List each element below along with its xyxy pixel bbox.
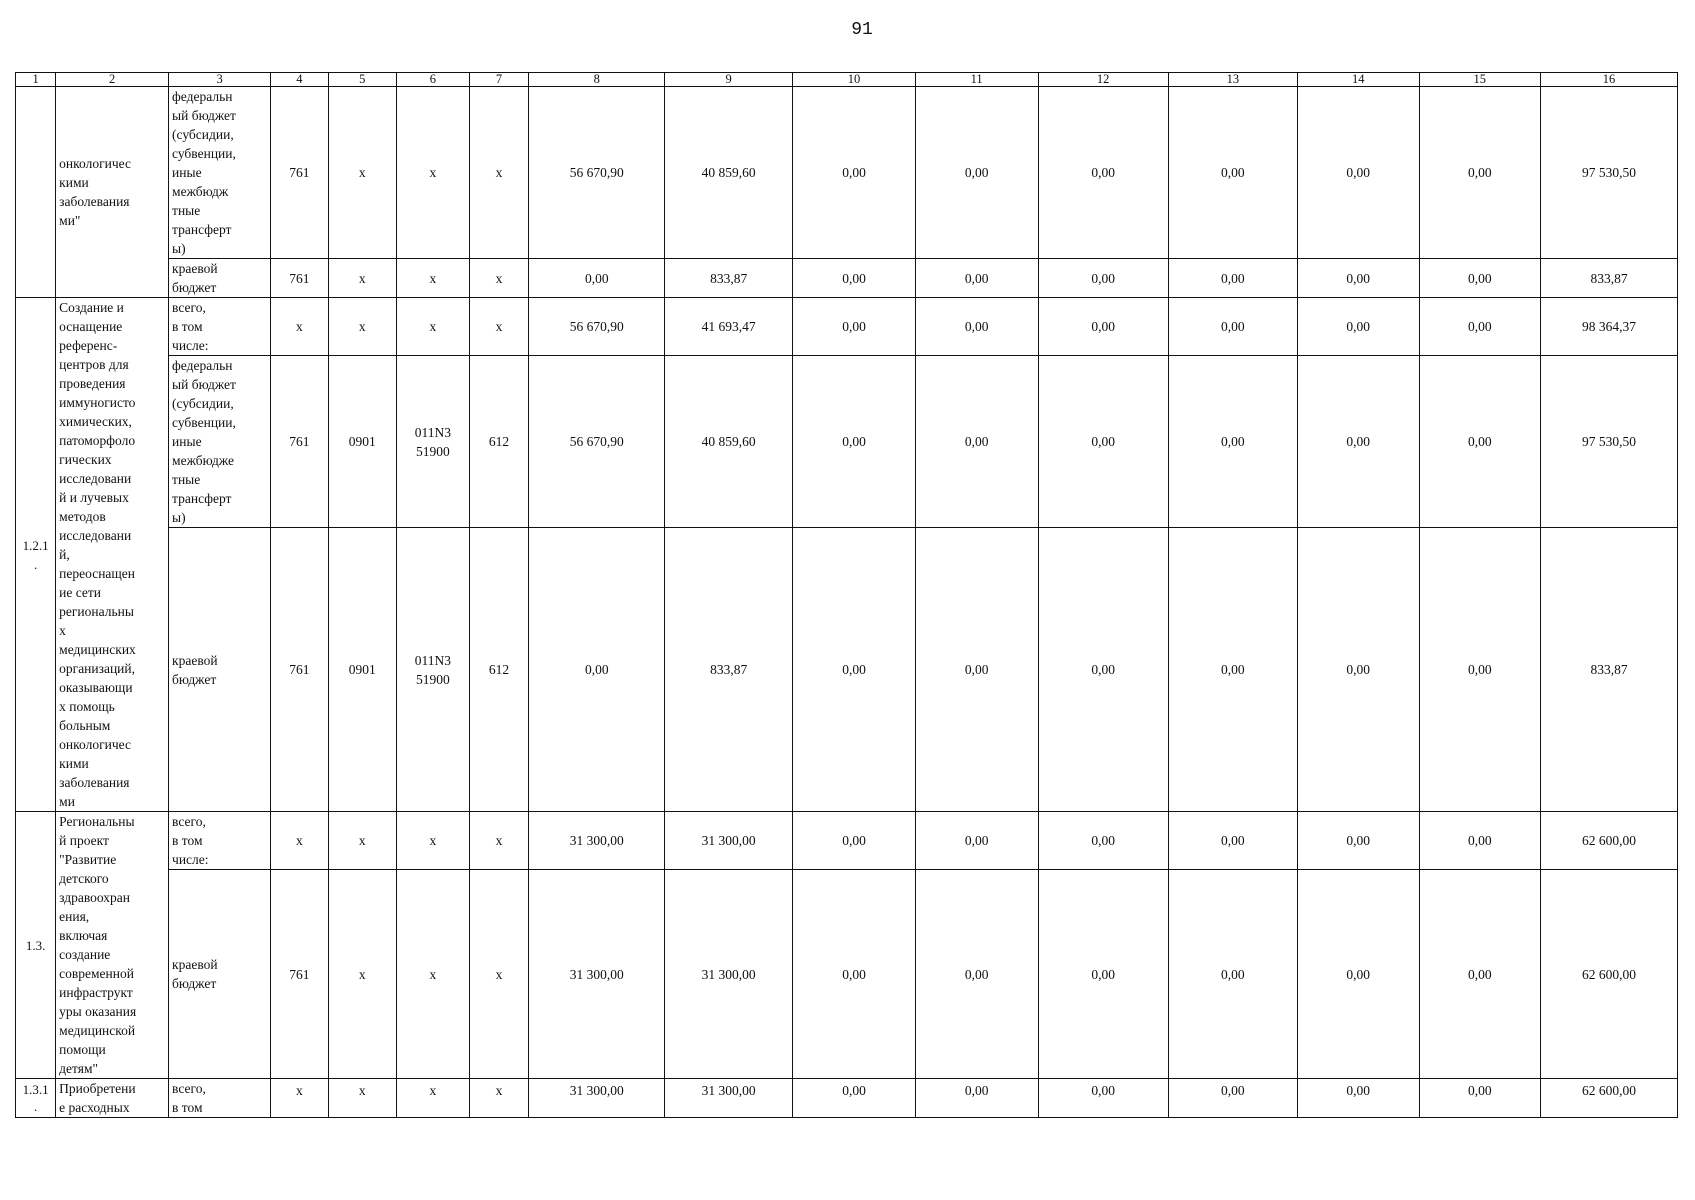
- event-name-cell: Создание и оснащение референс- центров для проведения иммуногисто химических, патоморфоло гических исследовани й и лучевых методов исследовани й, переоснащен ие сети региональны х медицинских организаций, оказывающи х помощь больным онкологичес кими заболевания ми: [56, 298, 169, 812]
- amount-cell: 56 670,90: [529, 298, 665, 356]
- column-header: 7: [469, 73, 529, 87]
- expense-type-cell: 612: [469, 356, 529, 528]
- section-code-cell: 0901: [328, 356, 396, 528]
- page-number: 91: [851, 20, 873, 40]
- grbs-code-cell: 761: [271, 528, 329, 812]
- section-code-cell: x: [328, 812, 396, 870]
- amount-cell: 0,00: [1168, 528, 1297, 812]
- amount-cell: 0,00: [1419, 298, 1541, 356]
- expense-type-cell: x: [469, 870, 529, 1079]
- amount-cell: 0,00: [793, 298, 916, 356]
- amount-cell: 0,00: [915, 259, 1038, 298]
- amount-cell: 833,87: [665, 259, 793, 298]
- column-number-row: [16, 73, 1678, 87]
- total-cell: 833,87: [1541, 259, 1678, 298]
- grbs-code-cell: x: [271, 298, 329, 356]
- amount-cell: 0,00: [1168, 356, 1297, 528]
- amount-cell: 0,00: [1038, 356, 1168, 528]
- item-number-cell: 1.3.1 .: [16, 1079, 56, 1118]
- amount-cell: 0,00: [1419, 87, 1541, 259]
- funding-source-cell: федеральн ый бюджет (субсидии, субвенции, иные межбюдже тные трансферт ы): [169, 356, 271, 528]
- section-code-cell: x: [328, 870, 396, 1079]
- funding-source-cell: всего, в том: [169, 1079, 271, 1118]
- total-cell: 97 530,50: [1541, 356, 1678, 528]
- grbs-code-cell: 761: [271, 870, 329, 1079]
- total-cell: 833,87: [1541, 528, 1678, 812]
- amount-cell: 0,00: [1297, 1079, 1419, 1118]
- table-row: [16, 870, 1678, 1079]
- section-code-cell: x: [328, 259, 396, 298]
- table-row: [16, 812, 1678, 870]
- amount-cell: 0,00: [1168, 1079, 1297, 1118]
- amount-cell: 0,00: [915, 298, 1038, 356]
- amount-cell: 0,00: [793, 259, 916, 298]
- grbs-code-cell: x: [271, 1079, 329, 1118]
- column-header: 11: [915, 73, 1038, 87]
- amount-cell: 0,00: [1297, 812, 1419, 870]
- amount-cell: 0,00: [793, 1079, 916, 1118]
- table-row: [16, 87, 1678, 259]
- amount-cell: 0,00: [1419, 356, 1541, 528]
- amount-cell: 56 670,90: [529, 87, 665, 259]
- amount-cell: 41 693,47: [665, 298, 793, 356]
- amount-cell: 833,87: [665, 528, 793, 812]
- amount-cell: 0,00: [1038, 870, 1168, 1079]
- item-number-cell: [16, 87, 56, 298]
- amount-cell: 0,00: [793, 528, 916, 812]
- target-article-cell: 011N3 51900: [396, 356, 469, 528]
- amount-cell: 0,00: [793, 87, 916, 259]
- table-row: [16, 356, 1678, 528]
- amount-cell: 0,00: [529, 259, 665, 298]
- amount-cell: 31 300,00: [665, 1079, 793, 1118]
- event-name-cell: Региональны й проект "Развитие детского здравоохран ения, включая создание современной инфраструкт уры оказания медицинской помощи детям": [56, 812, 169, 1079]
- column-header: 5: [328, 73, 396, 87]
- expense-type-cell: x: [469, 298, 529, 356]
- expense-type-cell: 612: [469, 528, 529, 812]
- amount-cell: 0,00: [1168, 870, 1297, 1079]
- column-header: 16: [1541, 73, 1678, 87]
- amount-cell: 0,00: [1297, 528, 1419, 812]
- expense-type-cell: x: [469, 259, 529, 298]
- amount-cell: 0,00: [1297, 298, 1419, 356]
- amount-cell: 0,00: [1297, 87, 1419, 259]
- target-article-cell: x: [396, 298, 469, 356]
- grbs-code-cell: 761: [271, 259, 329, 298]
- amount-cell: 0,00: [1419, 812, 1541, 870]
- column-header: 15: [1419, 73, 1541, 87]
- column-header: 1: [16, 73, 56, 87]
- column-header: 6: [396, 73, 469, 87]
- section-code-cell: 0901: [328, 528, 396, 812]
- total-cell: 62 600,00: [1541, 1079, 1678, 1118]
- target-article-cell: 011N3 51900: [396, 528, 469, 812]
- amount-cell: 0,00: [529, 528, 665, 812]
- amount-cell: 0,00: [1168, 812, 1297, 870]
- column-header: 2: [56, 73, 169, 87]
- amount-cell: 0,00: [1038, 812, 1168, 870]
- amount-cell: 0,00: [1297, 356, 1419, 528]
- amount-cell: 0,00: [1419, 528, 1541, 812]
- amount-cell: 0,00: [1419, 870, 1541, 1079]
- table-row: [16, 259, 1678, 298]
- event-name-cell: Приобретени е расходных: [56, 1079, 169, 1118]
- amount-cell: 40 859,60: [665, 356, 793, 528]
- amount-cell: 0,00: [1168, 298, 1297, 356]
- target-article-cell: x: [396, 870, 469, 1079]
- grbs-code-cell: 761: [271, 356, 329, 528]
- event-name-cell: онкологичес кими заболевания ми": [56, 87, 169, 298]
- amount-cell: 0,00: [915, 870, 1038, 1079]
- expense-type-cell: x: [469, 1079, 529, 1118]
- amount-cell: 0,00: [793, 812, 916, 870]
- section-code-cell: x: [328, 1079, 396, 1118]
- amount-cell: 0,00: [793, 356, 916, 528]
- amount-cell: 0,00: [1168, 87, 1297, 259]
- amount-cell: 0,00: [1038, 87, 1168, 259]
- budget-table: [15, 72, 1678, 1118]
- amount-cell: 56 670,90: [529, 356, 665, 528]
- amount-cell: 40 859,60: [665, 87, 793, 259]
- total-cell: 97 530,50: [1541, 87, 1678, 259]
- amount-cell: 0,00: [915, 528, 1038, 812]
- amount-cell: 0,00: [1297, 259, 1419, 298]
- amount-cell: 31 300,00: [665, 812, 793, 870]
- grbs-code-cell: x: [271, 812, 329, 870]
- column-header: 8: [529, 73, 665, 87]
- column-header: 4: [271, 73, 329, 87]
- target-article-cell: x: [396, 87, 469, 259]
- amount-cell: 0,00: [1419, 1079, 1541, 1118]
- table-row: [16, 528, 1678, 812]
- amount-cell: 31 300,00: [665, 870, 793, 1079]
- expense-type-cell: x: [469, 812, 529, 870]
- amount-cell: 31 300,00: [529, 812, 665, 870]
- table-row: [16, 1079, 1678, 1118]
- amount-cell: 0,00: [1297, 870, 1419, 1079]
- target-article-cell: x: [396, 259, 469, 298]
- funding-source-cell: краевой бюджет: [169, 528, 271, 812]
- total-cell: 62 600,00: [1541, 870, 1678, 1079]
- amount-cell: 0,00: [1038, 259, 1168, 298]
- expense-type-cell: x: [469, 87, 529, 259]
- amount-cell: 0,00: [915, 1079, 1038, 1118]
- grbs-code-cell: 761: [271, 87, 329, 259]
- table-row: [16, 298, 1678, 356]
- amount-cell: 0,00: [915, 812, 1038, 870]
- amount-cell: 0,00: [1038, 528, 1168, 812]
- column-header: 3: [169, 73, 271, 87]
- amount-cell: 0,00: [915, 87, 1038, 259]
- amount-cell: 0,00: [1038, 298, 1168, 356]
- item-number-cell: 1.2.1 .: [16, 298, 56, 812]
- funding-source-cell: федеральн ый бюджет (субсидии, субвенции, иные межбюдж тные трансферт ы): [169, 87, 271, 259]
- amount-cell: 0,00: [1168, 259, 1297, 298]
- column-header: 13: [1168, 73, 1297, 87]
- section-code-cell: x: [328, 87, 396, 259]
- amount-cell: 0,00: [1038, 1079, 1168, 1118]
- column-header: 10: [793, 73, 916, 87]
- amount-cell: 31 300,00: [529, 870, 665, 1079]
- funding-source-cell: краевой бюджет: [169, 870, 271, 1079]
- target-article-cell: x: [396, 1079, 469, 1118]
- amount-cell: 0,00: [915, 356, 1038, 528]
- amount-cell: 31 300,00: [529, 1079, 665, 1118]
- column-header: 14: [1297, 73, 1419, 87]
- item-number-cell: 1.3.: [16, 812, 56, 1079]
- target-article-cell: x: [396, 812, 469, 870]
- column-header: 9: [665, 73, 793, 87]
- total-cell: 98 364,37: [1541, 298, 1678, 356]
- amount-cell: 0,00: [793, 870, 916, 1079]
- funding-source-cell: краевой бюджет: [169, 259, 271, 298]
- amount-cell: 0,00: [1419, 259, 1541, 298]
- funding-source-cell: всего, в том числе:: [169, 298, 271, 356]
- section-code-cell: x: [328, 298, 396, 356]
- total-cell: 62 600,00: [1541, 812, 1678, 870]
- funding-source-cell: всего, в том числе:: [169, 812, 271, 870]
- column-header: 12: [1038, 73, 1168, 87]
